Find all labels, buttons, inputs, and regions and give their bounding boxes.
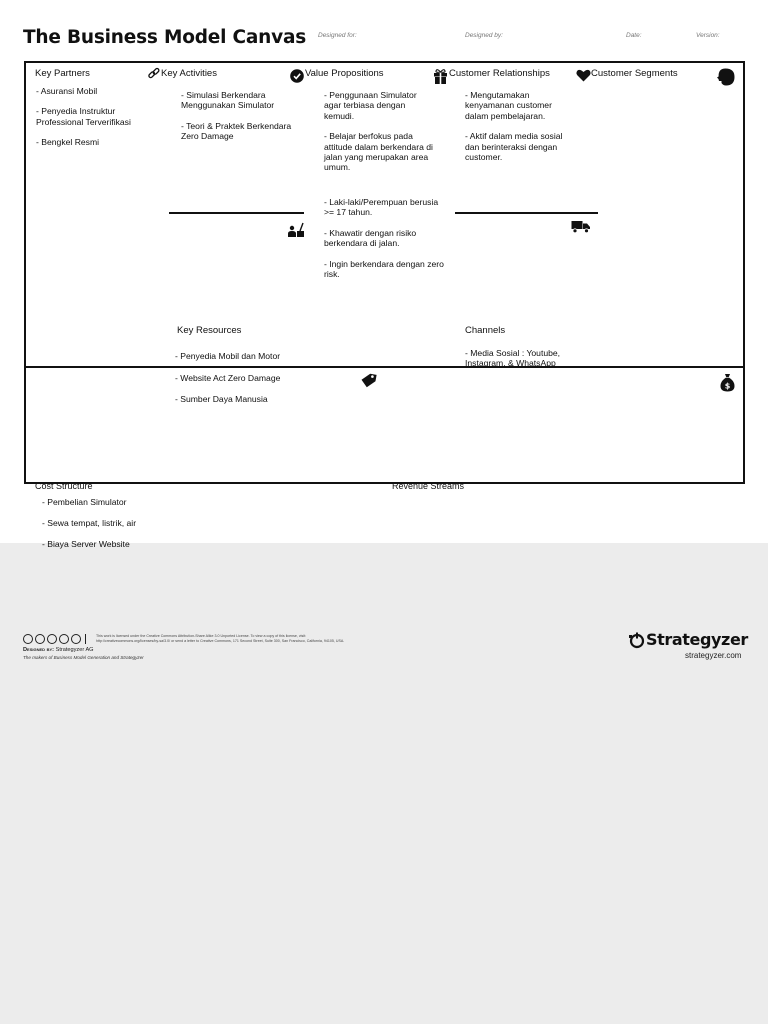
customer-segments-title: Customer Segments: [591, 68, 678, 79]
revenue-streams-title: Revenue Streams: [392, 481, 465, 491]
cost-structure-title: Cost Structure: [35, 481, 93, 491]
license-text: This work is licensed under the Creative Commons Attribution-Share Alike 3.0 Unported License. To view a copy of this license, visit: http://creativecommons.org/licenses/by-sa/3.0/ or send a letter to Creative Commons, 171 Second Street, Suite 300, San Francisco, California, 94105, USA.: [96, 634, 345, 643]
list-item: - Media Sosial : Youtube, Instagram, & WhatsApp: [465, 348, 561, 369]
list-item: - Sewa tempat, listrik, air: [42, 518, 137, 528]
date-label: Date:: [626, 32, 642, 39]
page-title: The Business Model Canvas: [23, 27, 307, 48]
key-resources-title: Key Resources: [177, 325, 242, 336]
key-activities-title: Key Activities: [161, 68, 217, 79]
key-partners-title: Key Partners: [35, 68, 90, 79]
bottom-row-divider: [24, 366, 743, 368]
customer-segments-list: [324, 197, 446, 289]
list-item: - Laki-laki/Perempuan berusia >= 17 tahun.: [324, 197, 439, 218]
list-item: - Penyedia Mobil dan Motor: [175, 351, 281, 361]
cost-structure-list: [42, 497, 202, 560]
money-bag-icon: [720, 373, 735, 392]
customer-relationships-list: [465, 90, 577, 172]
by-icon: [35, 634, 45, 644]
list-item: - Teori & Praktek Berkendara Zero Damage: [181, 120, 292, 142]
designed-by-label: Designed by:: [465, 32, 503, 39]
cc-icon: [23, 634, 33, 644]
strategyzer-logo-icon: [628, 632, 646, 648]
list-item: - Aktif dalam media sosial dan berinteraksi dengan customer.: [465, 131, 563, 163]
truck-icon: [571, 219, 591, 234]
attribution-icon: [71, 634, 81, 644]
list-item: - Ingin berkendara dengan zero risk.: [324, 258, 444, 280]
list-item: - Simulasi Berkendara Menggunakan Simulator: [181, 90, 275, 111]
designed-by-footer: [23, 647, 94, 653]
person-head-icon: [716, 68, 735, 86]
list-item: - Bengkel Resmi: [36, 137, 100, 148]
list-item: - Sumber Daya Manusia: [175, 394, 268, 404]
key-activities-list: [181, 90, 299, 152]
designed-by-footer-value: Strategyzer AG: [55, 647, 94, 653]
gift-icon: [433, 68, 448, 84]
value-propositions-list: [324, 90, 434, 183]
list-item: - Asuransi Mobil: [36, 86, 98, 96]
svg-text:$: $: [724, 381, 731, 391]
makers-text: The makers of Business Model Generation and Strategyzer: [23, 655, 144, 660]
link-icon: [147, 67, 161, 81]
list-item: - Khawatir dengan risiko berkendara di jalan.: [324, 227, 417, 249]
price-tag-icon: [360, 372, 377, 389]
cc-license-icons: [23, 634, 86, 644]
logo-text: Strategyzer: [646, 630, 748, 649]
key-partners-list: [36, 86, 146, 158]
list-item: - Pembelian Simulator: [42, 497, 127, 507]
activities-resources-divider: [169, 212, 304, 214]
list-item: - Penggunaan Simulator agar terbiasa dengan kemudi.: [324, 90, 417, 121]
customer-relationships-title: Customer Relationships: [449, 68, 550, 79]
strategyzer-logo: [628, 630, 748, 649]
version-label: Version:: [696, 32, 720, 39]
heart-icon: [576, 69, 591, 82]
list-item: - Mengutamakan kenyamanan customer dalam pembelajaran.: [465, 90, 552, 121]
check-circle-icon: [290, 69, 304, 83]
list-item: - Website Act Zero Damage: [175, 372, 281, 383]
list-item: - Belajar berfokus pada attitude dalam berkendara di jalan yang merupakan area umum.: [324, 131, 433, 173]
channels-title: Channels: [465, 325, 506, 336]
channels-list: [465, 348, 590, 379]
logo-url: strategyzer.com: [685, 651, 742, 660]
key-resources-list: [175, 351, 315, 416]
sa-icon: [47, 634, 57, 644]
share-icon: [59, 634, 69, 644]
value-propositions-title: Value Propositions: [305, 68, 384, 79]
relationships-channels-divider: [455, 212, 598, 214]
list-item: - Biaya Server Website: [42, 539, 130, 549]
divider: [85, 634, 86, 644]
worker-icon: [287, 220, 305, 238]
designed-by-footer-label: Designed by:: [23, 647, 55, 653]
list-item: - Penyedia Instruktur Professional Terverifikasi: [36, 106, 131, 127]
channels-clip: [465, 348, 590, 369]
designed-for-label: Designed for:: [318, 32, 357, 39]
